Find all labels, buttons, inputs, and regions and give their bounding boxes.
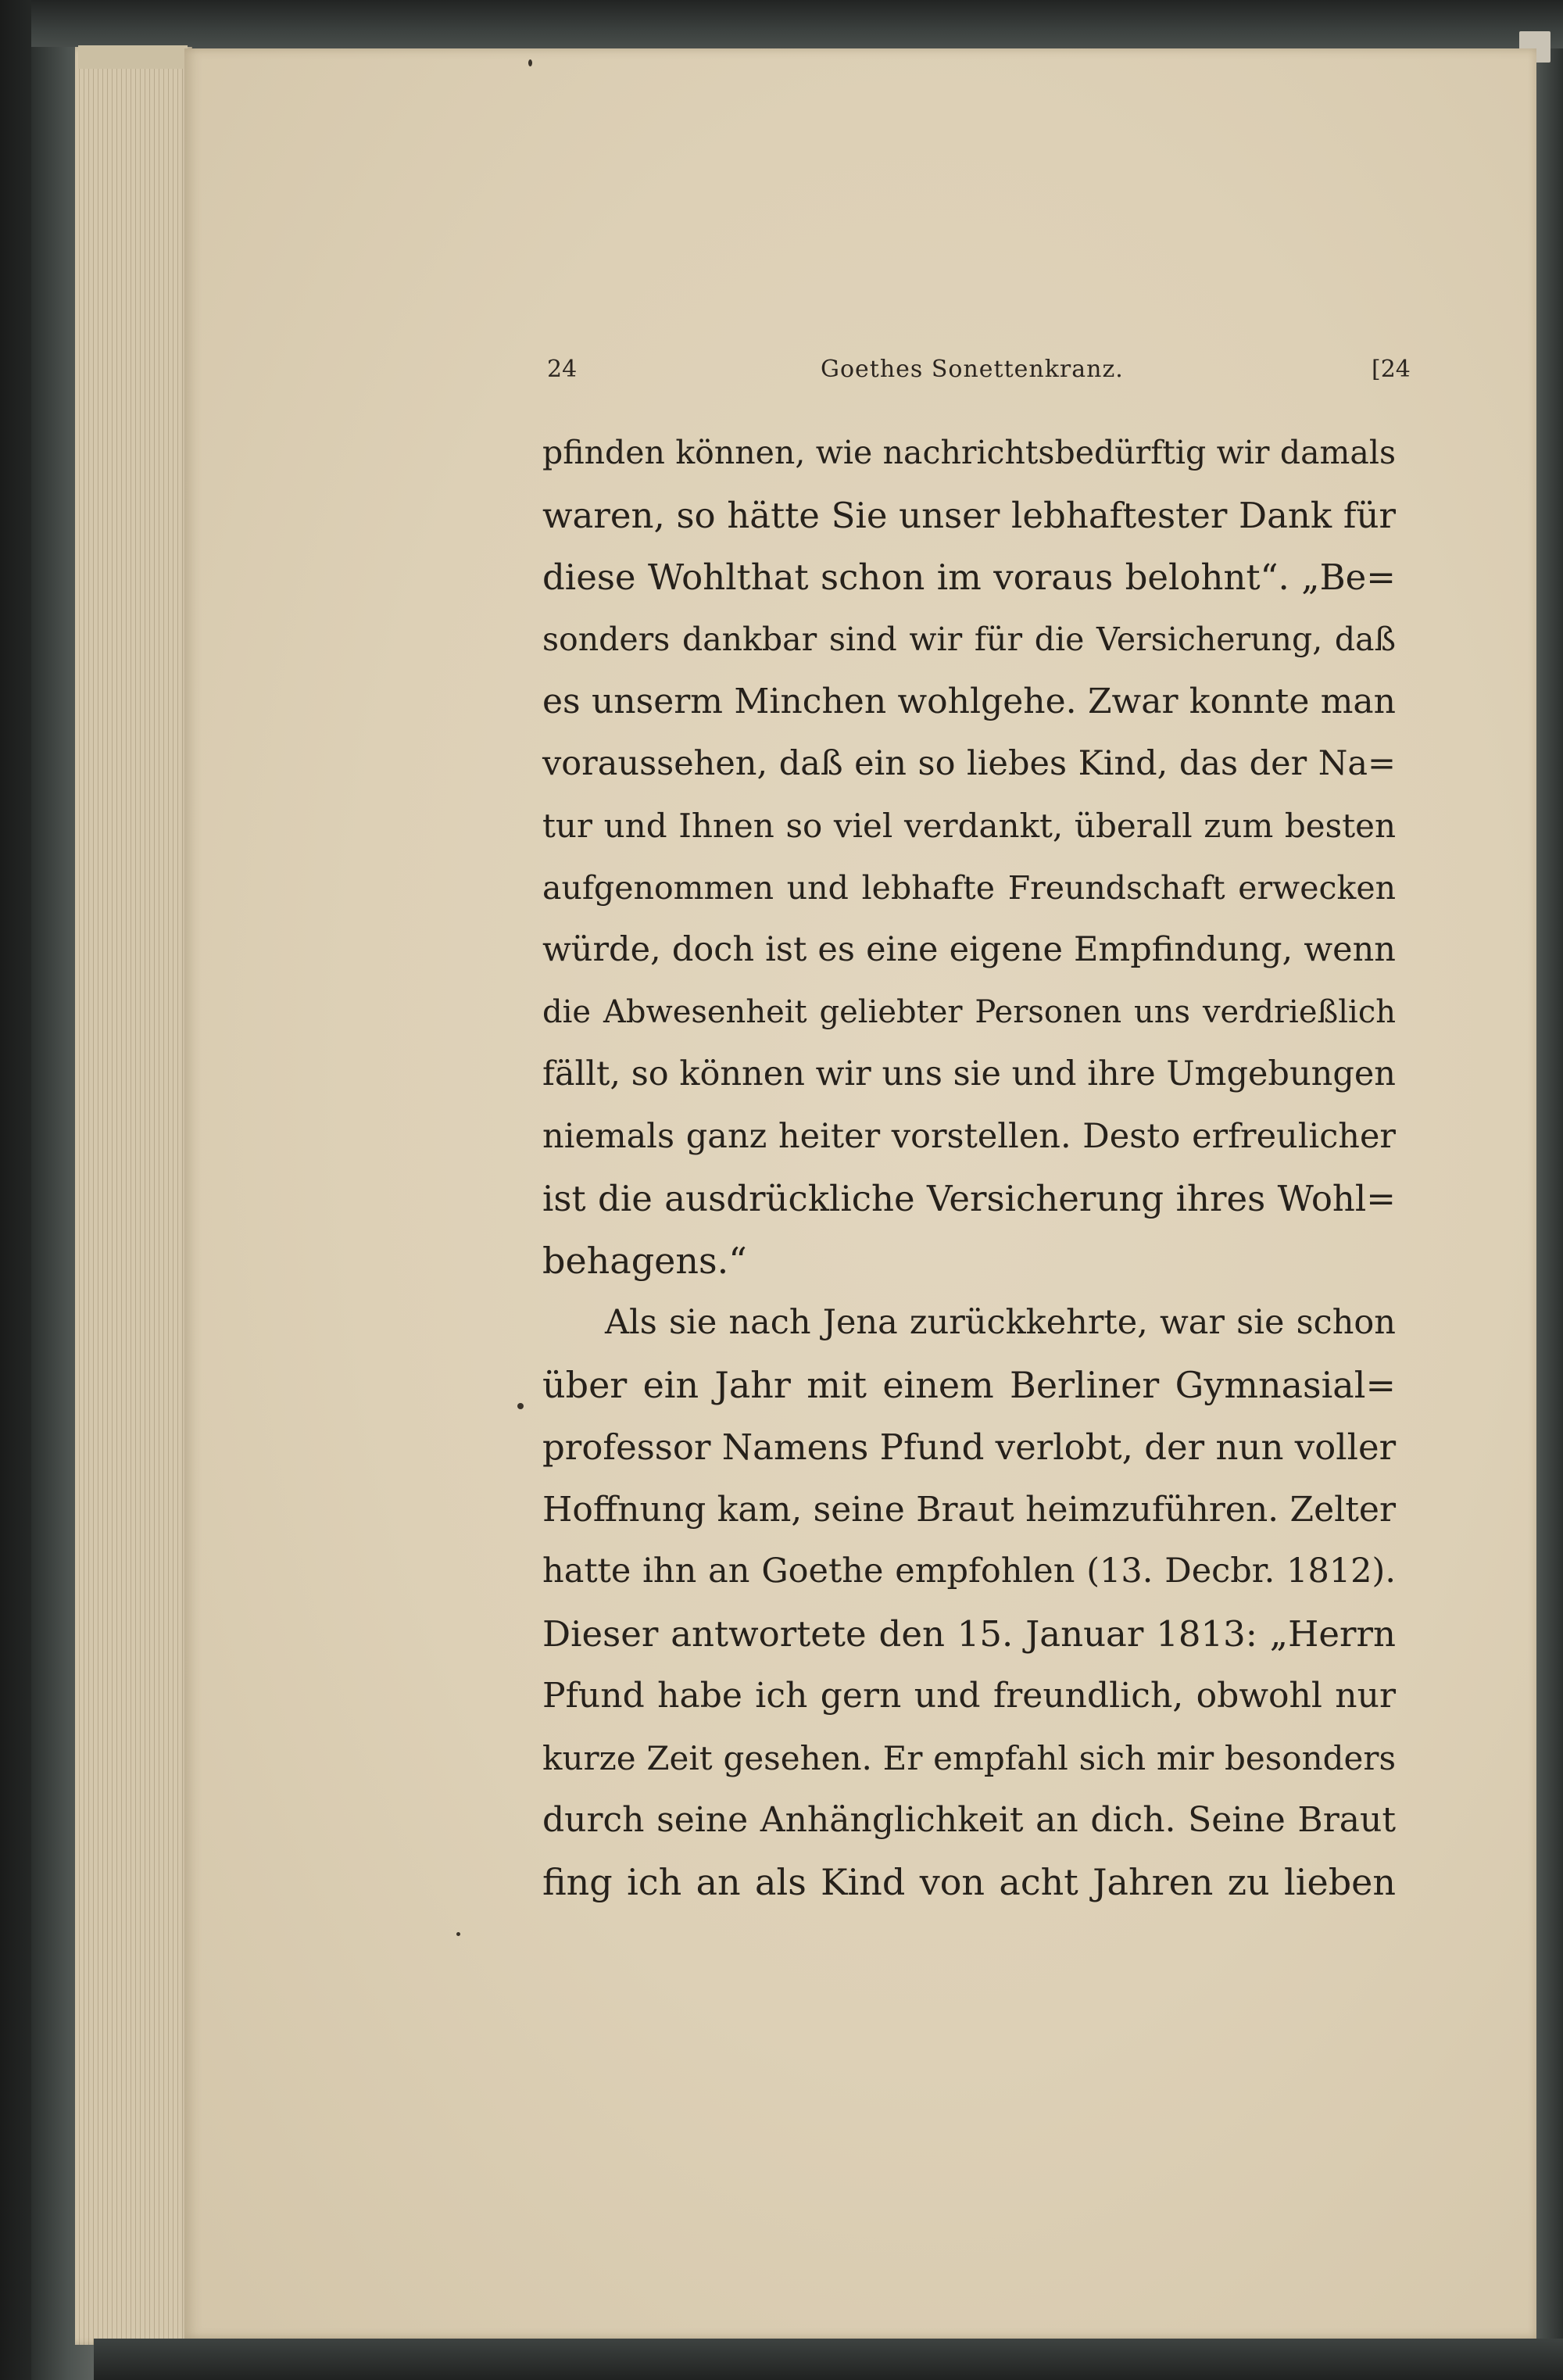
text-line: fing ich an als Kind von acht Jahren zu lieben	[542, 1860, 1396, 1903]
text-line: tur und Ihnen so viel verdankt, überall zum besten	[542, 807, 1396, 845]
text-line: aufgenommen und lebhafte Freundschaft erwecken	[542, 868, 1396, 907]
text-line: Als sie nach Jena zurückkehrte, war sie schon	[605, 1303, 1396, 1342]
page-number: 24	[547, 356, 578, 383]
text-line: es unserm Minchen wohlgehe. Zwar konnte man	[542, 682, 1396, 721]
text-line: waren, so hätte Sie unser lebhaftester Dank für	[542, 494, 1396, 536]
text-line: fällt, so können wir uns sie und ihre Umgebungen	[542, 1054, 1396, 1093]
text-line: hatte ihn an Goethe empfohlen (13. Decbr. 1812).	[542, 1551, 1396, 1591]
text-line: professor Namens Pfund verlobt, der nun voller	[542, 1426, 1397, 1468]
text-line: über ein Jahr mit einem Berliner Gymnasial=	[542, 1363, 1396, 1406]
cover-top-edge	[31, 0, 1563, 50]
text-line: Hoffnung kam, seine Braut heimzuführen. Zelter	[542, 1489, 1396, 1530]
text-line: Dieser antwortete den 15. Januar 1813: „Herrn	[542, 1612, 1396, 1655]
text-line: ist die ausdrückliche Versicherung ihres Wohl=	[542, 1178, 1396, 1219]
text-line: pfinden können, wie nachrichtsbedürftig wir damals	[542, 434, 1396, 471]
page-marker: [24	[1372, 356, 1411, 383]
text-line: Pfund habe ich gern und freundlich, obwohl nur	[542, 1676, 1396, 1716]
text-line: sonders dankbar sind wir für die Versicherung, daß	[542, 620, 1396, 658]
text-line: behagens.“	[542, 1239, 747, 1282]
text-line: würde, doch ist es eine eigene Empfindung, wenn	[542, 930, 1396, 969]
stacked-page-edges	[75, 47, 192, 2345]
text-line: diese Wohlthat schon im voraus belohnt“. „Be=	[542, 557, 1396, 598]
text-line: durch seine Anhänglichkeit an dich. Seine Braut	[542, 1800, 1396, 1840]
ink-speck	[528, 59, 532, 66]
page-edges-top	[78, 45, 188, 69]
text-line: voraussehen, daß ein so liebes Kind, das der Na=	[542, 743, 1396, 783]
cover-right-edge	[1536, 48, 1563, 2339]
text-line: die Abwesenheit geliebter Personen uns verdrießlich	[542, 993, 1396, 1030]
running-title: Goethes Sonettenkranz.	[821, 356, 1124, 383]
ink-speck	[517, 1403, 524, 1409]
cover-bottom-edge	[94, 2339, 1563, 2380]
text-line: niemals ganz heiter vorstellen. Desto erfreulicher	[542, 1116, 1396, 1156]
text-line: kurze Zeit gesehen. Er empfahl sich mir besonders	[542, 1738, 1396, 1777]
ink-speck	[456, 1932, 460, 1936]
page-body-text	[542, 422, 1396, 1913]
